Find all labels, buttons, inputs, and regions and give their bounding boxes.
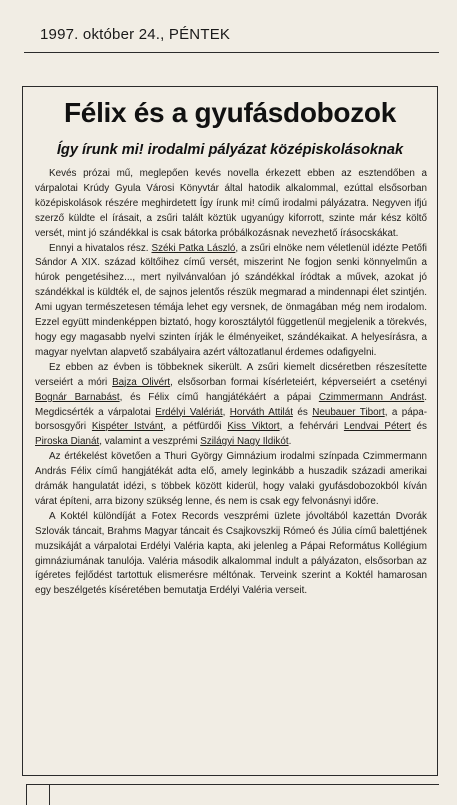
text-run: , és Félix című hangjátékáért a pápai	[119, 391, 319, 403]
name-szilagyi-nagy-ildikot: Szilágyi Nagy Ildikót	[200, 436, 289, 448]
article-box	[22, 86, 438, 776]
paragraph-5: A Koktél különdíját a Fotex Records veszprémi üzlete jóvoltából kazettán Dvorák Szlovák táncait, Brahms Magyar táncait és Csajkovszkij Rómeó és Júlia című balettjének muzsikáját a várpalotai Erdélyi Valéria kapta, aki jelenleg a Pápai Református Kollégium gimnáziumának tanulója. Valéria második alkalommal indult a pályázaton, elsősorban az ígéretes fejlődést tartottuk elismerésre méltónak. Terveink szerint a Koktél hamarosan egy beszélgetés kíséretében bemutatja Erdélyi Valéria verseit.	[35, 510, 427, 597]
text-run: , a fehérvári	[279, 421, 344, 433]
text-run: . Megdicsérték a várpalotai	[35, 391, 427, 418]
header-rule	[24, 52, 439, 53]
name-erdelyi-valeriat: Erdélyi Valériát	[155, 406, 223, 418]
name-szeki-patka-laszlo: Széki Patka László	[151, 242, 236, 254]
next-article-corner	[26, 784, 50, 805]
name-horvath-attilat: Horváth Attilát	[229, 406, 293, 418]
text-run: , elsősorban formai kísérleteiért, képverseiért a csetényi	[170, 376, 427, 388]
paragraph-4: Az értékelést követően a Thuri György Gimnázium irodalmi színpada Czimmermann András Félix című hangjátékát adta elő, amely leginkább a huszadik századi amerikai drámák hangulatát idézi, s többek között kiderül, hogy valaki gyufásdobozokból kíván várat építeni, arra bizony szükség lenne, és nem is csak egy felvonásnyi időre.	[35, 451, 427, 507]
text-run: , valamint a veszprémi	[99, 436, 201, 448]
issue-date-line: 1997. október 24., PÉNTEK	[40, 26, 231, 43]
text-run: , a pápa-borsosgyőri	[35, 406, 428, 433]
article-title: Félix és a gyufásdobozok	[64, 97, 396, 128]
text-run: , a zsűri elnöke nem véletlenül idézte Petőfi Sándor A XIX. század költőihez című versét, miszerint Ne fogjon senki könnyelműn a húrok pengetésihez..., mert nyilvánvalóan jó szándékkal íródtak a művek, azokat jó szándékkal is küldték el, de sajnos jelentős részük megmarad a mindennapi élet szintjén. Ami ugyan természetesen témája lehet egy versnek, de önmagában még nem irodalom. Ezzel együtt mindenképpen biztató, hogy korosztálytól függetlenül megjelenik a törekvés, hogy egy magasabb nyelvi szinten írják le élményeiket, szándékaikat. A helyesírásra, a magyar nyelvtan alapvető szabályaira azért változatlanul érdemes odafigyelni.	[35, 242, 427, 358]
article-body	[35, 167, 427, 599]
name-lendvai-petert: Lendvai Pétert	[343, 421, 411, 433]
text-run: .	[288, 436, 292, 448]
name-kiss-viktort: Kiss Viktort	[227, 421, 280, 433]
text-run: Ez ebben az évben is többeknek sikerült. A zsűri kiemelt dicséretben részesítette verseiért a móri	[35, 361, 427, 388]
name-czimmermann-andrast: Czimmermann Andrást	[318, 391, 425, 403]
paragraph-3	[35, 361, 427, 450]
name-bajza-olivert: Bajza Olivért	[112, 376, 171, 388]
text-run: Ennyi a hivatalos rész.	[49, 242, 152, 254]
bottom-rule	[48, 784, 439, 785]
name-piroska-dianat: Piroska Dianát	[35, 436, 100, 448]
paragraph-2	[35, 242, 427, 361]
text-run: és	[410, 421, 427, 433]
article-subtitle: Így írunk mi! irodalmi pályázat középiskolásoknak	[56, 142, 404, 158]
name-kispeter-istvant: Kispéter Istvánt	[91, 421, 164, 433]
paragraph-1: Kevés prózai mű, meglepően kevés novella érkezett ebben az esztendőben a várpalotai Krúdy Gyula Városi Könyvtár által hatodik alkalommal, ezúttal elsősorban középiskolások részére meghirdetett Így írunk mi! című irodalmi pályázatra. Negyven ifjú szerző küldte el írásait, a zsűri talált köztük ugyanúgy kiforrott, szinte már kész költő versét, mint jó szándékkal is csak bátorka próbálkozásnak nevezhető írásocskákat.	[35, 168, 427, 239]
name-bognar-barnabast: Bognár Barnabást	[35, 391, 120, 403]
name-neubauer-tibort: Neubauer Tibort	[312, 406, 385, 418]
text-run: és	[292, 406, 313, 418]
text-run: ,	[222, 406, 230, 418]
text-run: , a pétfürdői	[163, 421, 228, 433]
